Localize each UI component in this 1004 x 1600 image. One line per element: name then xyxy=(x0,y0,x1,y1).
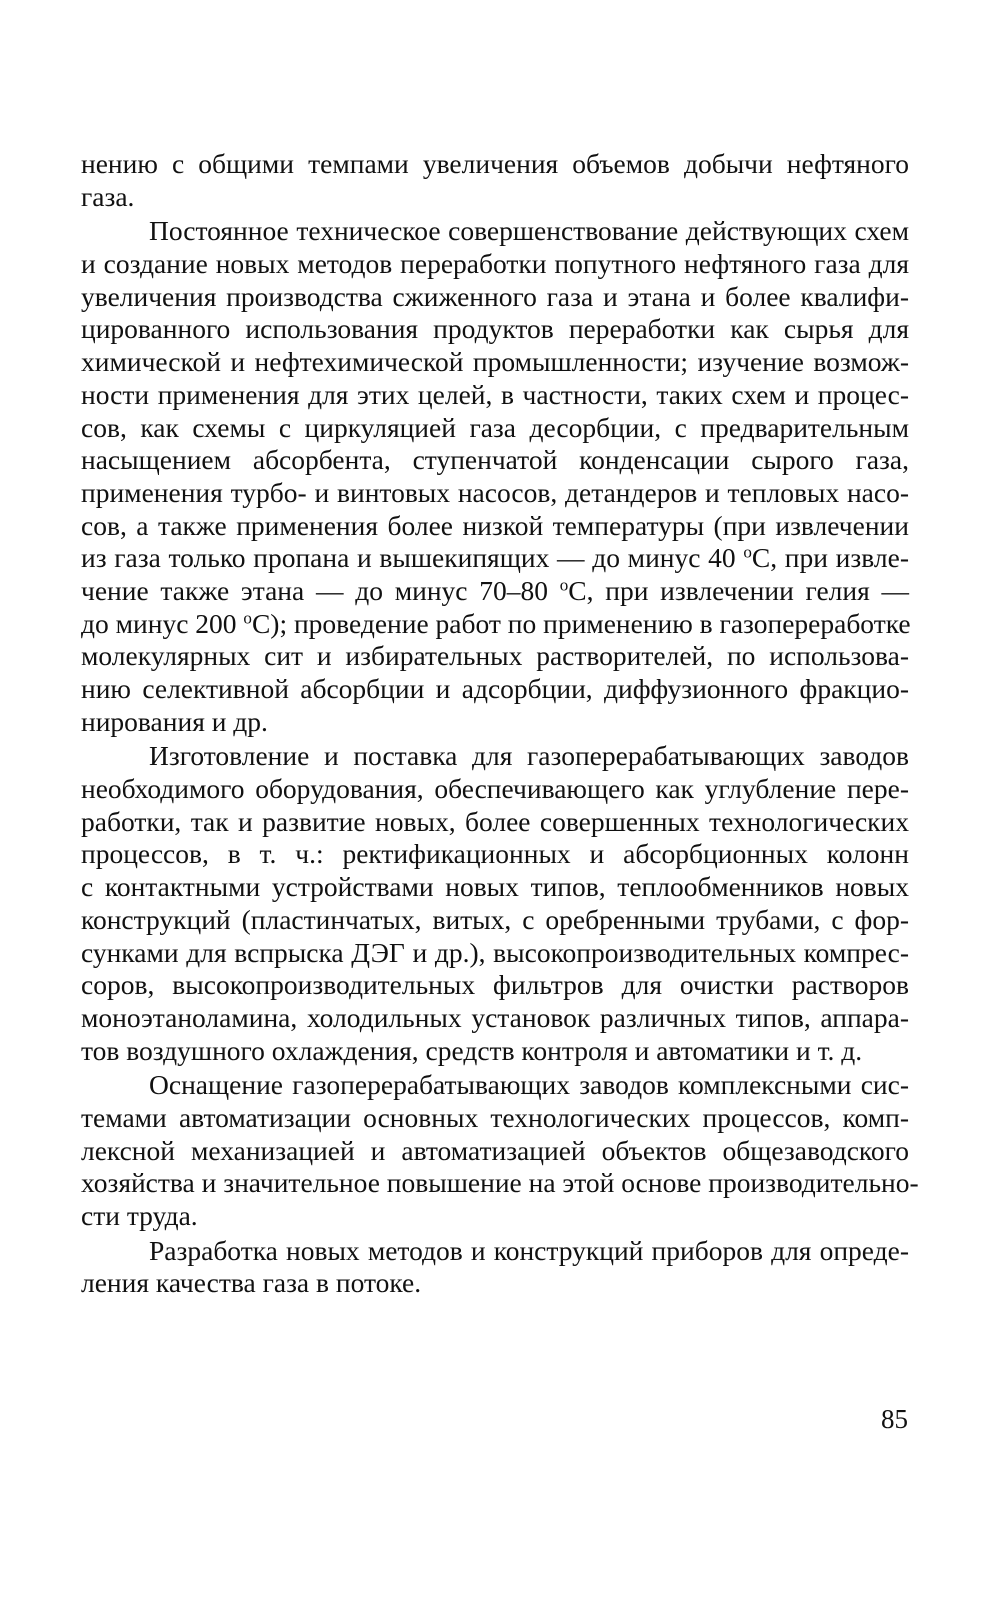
text-line: ности применения для этих целей, в частности, таких схем и процес- xyxy=(81,378,909,410)
text-line: сти труда. xyxy=(81,1200,198,1231)
text-line: сов, а также применения более низкой температуры (при извлечении xyxy=(81,509,909,541)
paragraph xyxy=(81,148,909,213)
text-line: ления качества газа в потоке. xyxy=(81,1267,422,1299)
text-line: процессов, в т. ч.: ректификационных и абсорбционных колонн xyxy=(81,838,909,870)
text-line: до минус 200 $^o$С); проведение работ по применению в газопереработке xyxy=(81,607,911,639)
degree-sign: o xyxy=(743,542,752,562)
degree-sign: o xyxy=(559,575,569,595)
text-line: и создание новых методов переработки попутного нефтяного газа для xyxy=(81,248,909,280)
text-line: из газа только пропана и вышекипящих — до минус 40 $^o$С, при извле- xyxy=(81,542,909,574)
text-line: нирования и др. xyxy=(81,705,268,737)
text-line: соров, высокопроизводительных фильтров для очистки растворов xyxy=(81,969,909,1001)
page-number: 85 xyxy=(881,1404,908,1434)
text-line: Изготовление и поставка для газоперерабатывающих заводов xyxy=(149,740,909,772)
paragraph xyxy=(81,1235,909,1300)
text-line: сов, как схемы с циркуляцией газа десорбции, с предварительным xyxy=(81,411,909,443)
text-line: насыщением абсорбента, ступенчатой конденсации сырого газа, xyxy=(81,444,909,476)
text-line: химической и нефтехимической промышленности; изучение возмож- xyxy=(81,346,909,378)
text-line: хозяйства и значительное повышение на этой основе производительно- xyxy=(81,1167,919,1199)
paragraph xyxy=(81,215,909,738)
text-line: нию селективной абсорбции и адсорбции, диффузионного фракцио- xyxy=(81,673,909,704)
text-line: темами автоматизации основных технологических процессов, комп- xyxy=(81,1101,909,1133)
paragraph xyxy=(81,740,909,1067)
text-line: с контактными устройствами новых типов, теплообменников новых xyxy=(81,871,909,903)
text-line: конструкций (пластинчатых, витых, с оребренными трубами, с фор- xyxy=(81,903,909,935)
text-line: необходимого оборудования, обеспечивающего как углубление пере- xyxy=(81,773,909,805)
text-line: лексной механизацией и автоматизацией объектов общезаводского xyxy=(81,1134,909,1166)
text-line: газа. xyxy=(81,180,135,212)
text-line: тов воздушного охлаждения, средств контроля и автоматики и т. д. xyxy=(81,1034,863,1066)
text-line: Оснащение газоперерабатывающих заводов комплексными сис- xyxy=(149,1069,909,1101)
text-line: применения турбо- и винтовых насосов, детандеров и тепловых насо- xyxy=(81,476,909,508)
text-line: цированного использования продуктов переработки как сырья для xyxy=(81,313,909,345)
text-line: работки, так и развитие новых, более совершенных технологических xyxy=(81,805,909,837)
text-line: Разработка новых методов и конструкций приборов для опреде- xyxy=(149,1234,909,1266)
text-line: чение также этана — до минус 70–80 $^o$С, при извлечении гелия — xyxy=(81,574,909,606)
text-line: увеличения производства сжиженного газа и этана и более квалифи- xyxy=(81,280,909,312)
text-line: Постоянное техническое совершенствование действующих схем xyxy=(149,215,909,247)
paragraph xyxy=(81,1069,919,1232)
text-line: молекулярных сит и избирательных растворителей, по использова- xyxy=(81,640,909,672)
page-body xyxy=(81,148,919,1300)
text-line: моноэтаноламина, холодильных установок различных типов, аппара- xyxy=(81,1001,909,1033)
degree-sign: o xyxy=(243,608,252,628)
text-line: сунками для вспрыска ДЭГ и др.), высокопроизводительных компрес- xyxy=(81,936,909,968)
text-line: нению с общими темпами увеличения объемов добычи нефтяного xyxy=(81,148,909,179)
